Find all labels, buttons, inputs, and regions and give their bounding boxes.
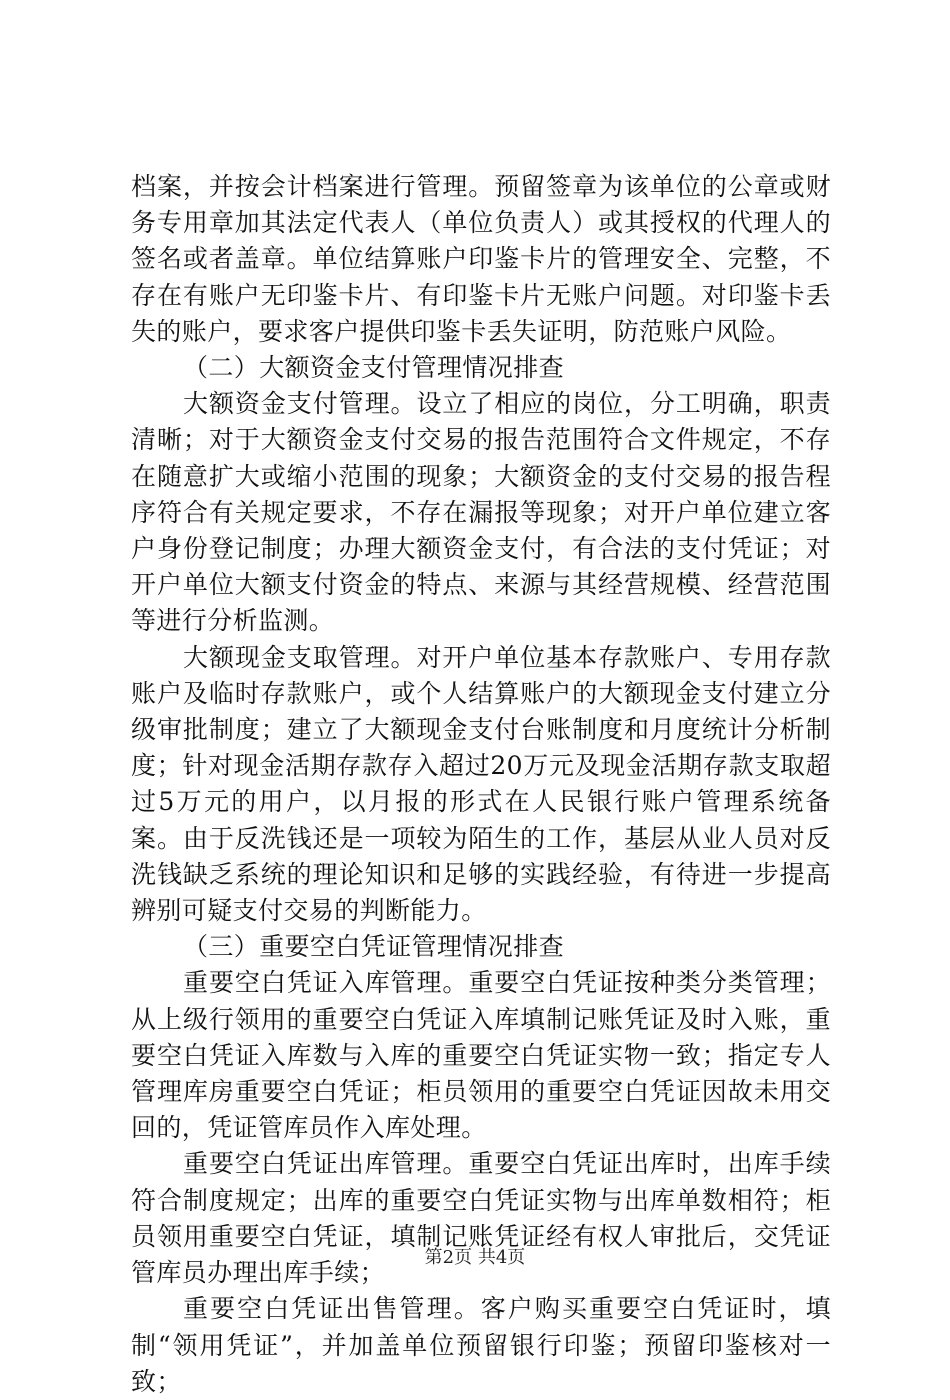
document-body	[131, 169, 831, 1400]
page-footer	[0, 1243, 950, 1269]
paragraph-voucher-outbound: 重要空白凭证出库管理。重要空白凭证出库时，出库手续符合制度规定；出库的重要空白凭证实物与出库单数相符；柜员领用重要空白凭证，填制记账凭证经有权人审批后，交凭证管库员办理出库手续；	[131, 1149, 831, 1288]
paragraph-voucher-storage: 重要空白凭证入库管理。重要空白凭证按种类分类管理；从上级行领用的重要空白凭证入库填制记账凭证及时入账，重要空白凭证入库数与入库的重要空白凭证实物一致；指定专人管理库房重要空白凭证；柜员领用的重要空白凭证因故未用交回的，凭证管库员作入库处理。	[131, 968, 831, 1143]
paragraph-large-cash-withdrawal: 大额现金支取管理。对开户单位基本存款账户、专用存款账户及临时存款账户，或个人结算账户的大额现金支付建立分级审批制度；建立了大额现金支付台账制度和月度统计分析制度；针对现金活期存款存入超过20万元及现金活期存款支取超过5万元的用户，以月报的形式在人民银行账户管理系统备案。由于反洗钱还是一项较为陌生的工作，基层从业人员对反洗钱缺乏系统的理论知识和足够的实践经验，有待进一步提高辨别可疑支付交易的判断能力。	[131, 642, 831, 926]
section-heading-3: （三）重要空白凭证管理情况排查	[183, 932, 565, 962]
section-heading-2: （二）大额资金支付管理情况排查	[183, 353, 565, 383]
page-number-label: 第2页 共4页	[424, 1247, 526, 1268]
paragraph-1: 档案，并按会计档案进行管理。预留签章为该单位的公章或财务专用章加其法定代表人（单位负责人）或其授权的代理人的签名或者盖章。单位结算账户印鉴卡片的管理安全、完整，不存在有账户无印鉴卡片、有印鉴卡片无账户问题。对印鉴卡丢失的账户，要求客户提供印鉴卡丢失证明，防范账户风险。	[131, 172, 831, 346]
paragraph-voucher-sale: 重要空白凭证出售管理。客户购买重要空白凭证时，填制“领用凭证”，并加盖单位预留银行印鉴；预留印鉴核对一致；	[131, 1294, 831, 1396]
paragraph-large-fund-payment: 大额资金支付管理。设立了相应的岗位，分工明确，职责清晰；对于大额资金支付交易的报告范围符合文件规定，不存在随意扩大或缩小范围的现象；大额资金的支付交易的报告程序符合有关规定要求，不存在漏报等现象；对开户单位建立客户身份登记制度；办理大额资金支付，有合法的支付凭证；对开户单位大额支付资金的特点、来源与其经营规模、经营范围等进行分析监测。	[131, 389, 831, 636]
